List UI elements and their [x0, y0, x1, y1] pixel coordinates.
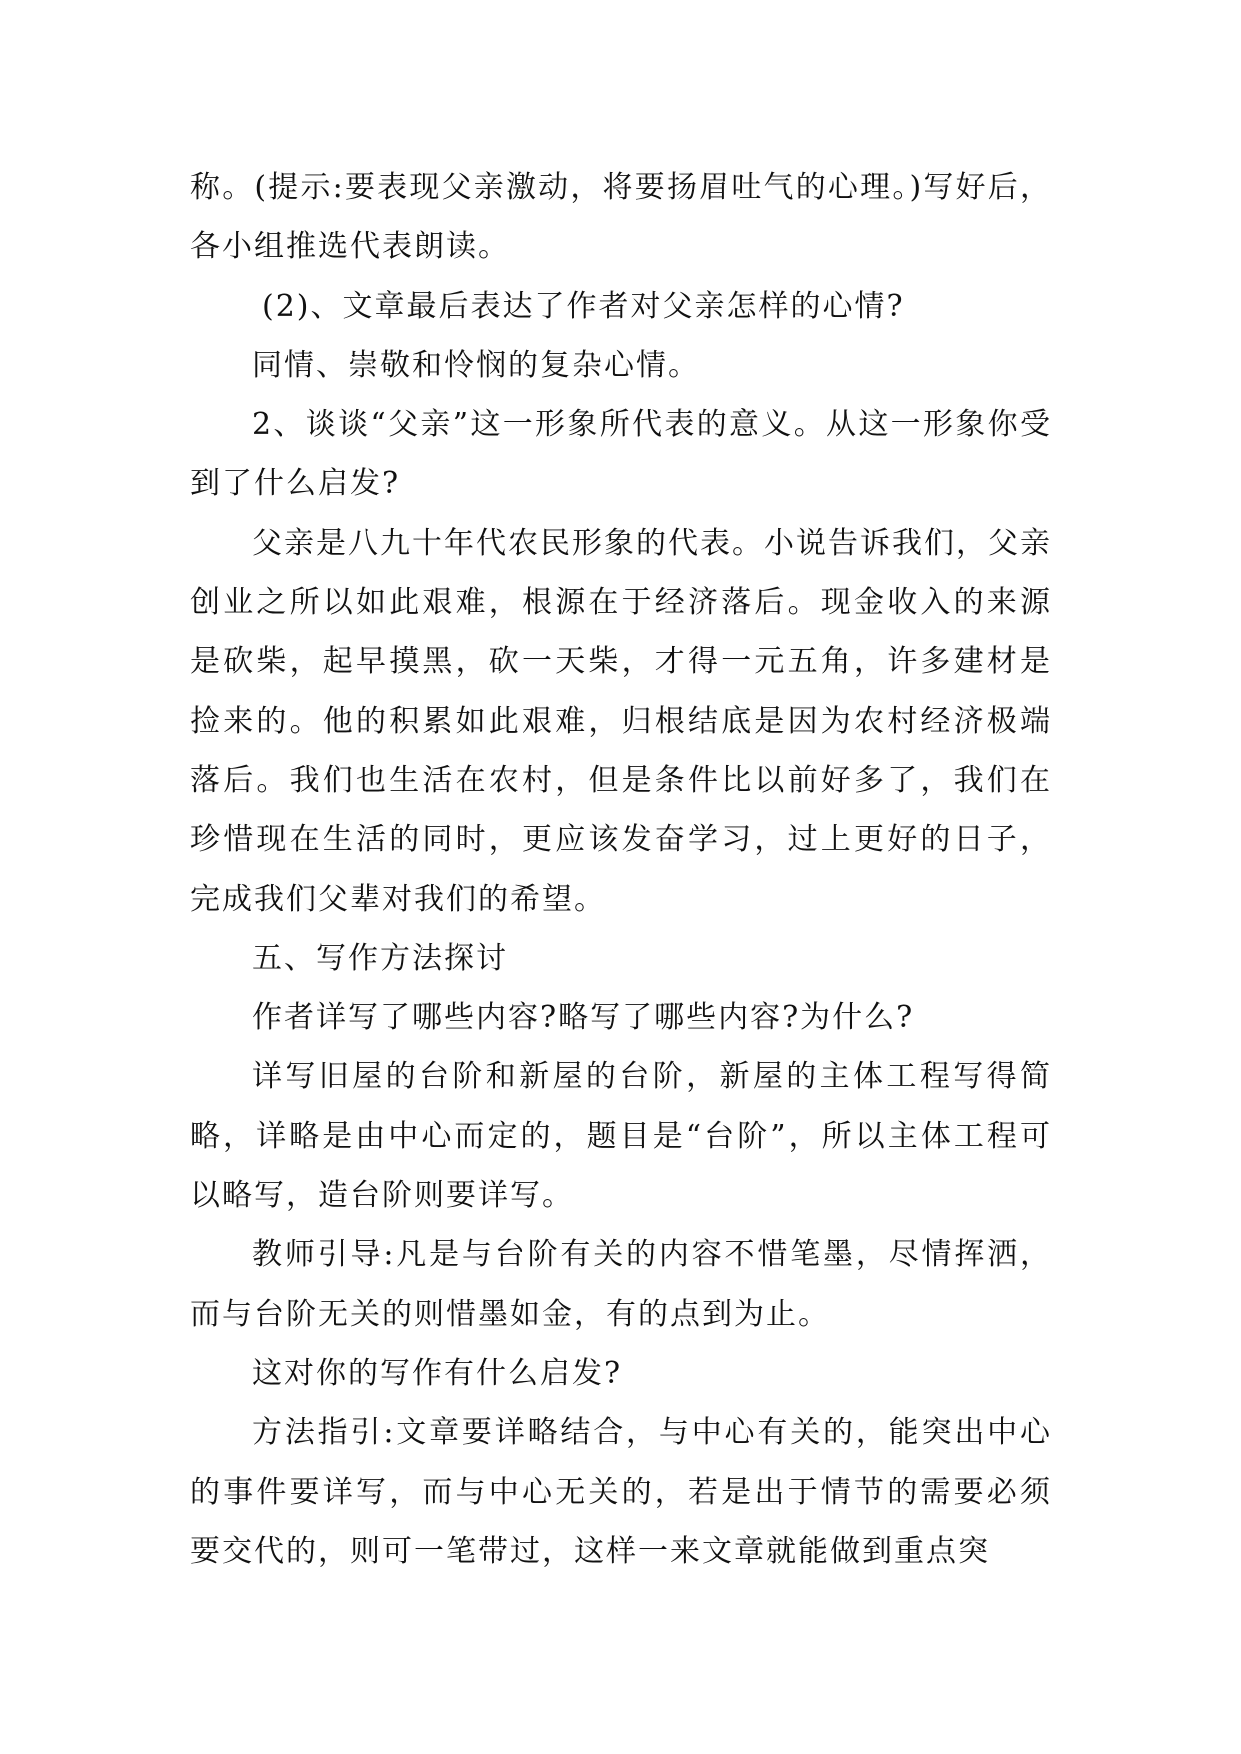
paragraph-question-2: (2)、文章最后表达了作者对父亲怎样的心情? — [262, 288, 905, 324]
paragraph-answer-father-image: 父亲是八九十年代农民形象的代表。小说告诉我们，父亲创业之所以如此艰难，根源在于经济落后。现金收入的来源是砍柴，起早摸黑，砍一天柴，才得一元五角，许多建材是捡来的。他的积累如此艰难，归根结底是因为农村经济极端落后。我们也生活在农村，但是条件比以前好多了，我们在珍惜现在生活的同时，更应该发奋学习，过上更好的日子，完成我们父辈对我们的希望。 — [190, 525, 1052, 917]
paragraph-question-inspiration: 这对你的写作有什么启发? — [252, 1355, 623, 1391]
paragraph-question-detail: 作者详写了哪些内容?略写了哪些内容?为什么? — [252, 1000, 915, 1036]
paragraph-teacher-guide: 教师引导:凡是与台阶有关的内容不惜笔墨，尽情挥洒，而与台阶无关的则惜墨如金，有的点到为止。 — [190, 1237, 1052, 1332]
section-heading-writing-method: 五、写作方法探讨 — [252, 940, 508, 976]
document-body — [190, 158, 1052, 1581]
paragraph-answer-detail: 详写旧屋的台阶和新屋的台阶，新屋的主体工程写得简略，详略是由中心而定的，题目是“台阶”，所以主体工程可以略写，造台阶则要详写。 — [190, 1059, 1052, 1214]
paragraph-answer-2: 同情、崇敬和怜悯的复杂心情。 — [252, 347, 700, 383]
paragraph-continuation: 称。(提示:要表现父亲激动，将要扬眉吐气的心理。)写好后，各小组推选代表朗读。 — [190, 170, 1052, 265]
paragraph-question-father-image: 2、谈谈“父亲”这一形象所代表的意义。从这一形象你受到了什么启发? — [190, 407, 1052, 502]
paragraph-method-guide: 方法指引:文章要详略结合，与中心有关的，能突出中心的事件要详写，而与中心无关的，若是出于情节的需要必须要交代的，则可一笔带过，这样一来文章就能做到重点突 — [190, 1415, 1052, 1569]
